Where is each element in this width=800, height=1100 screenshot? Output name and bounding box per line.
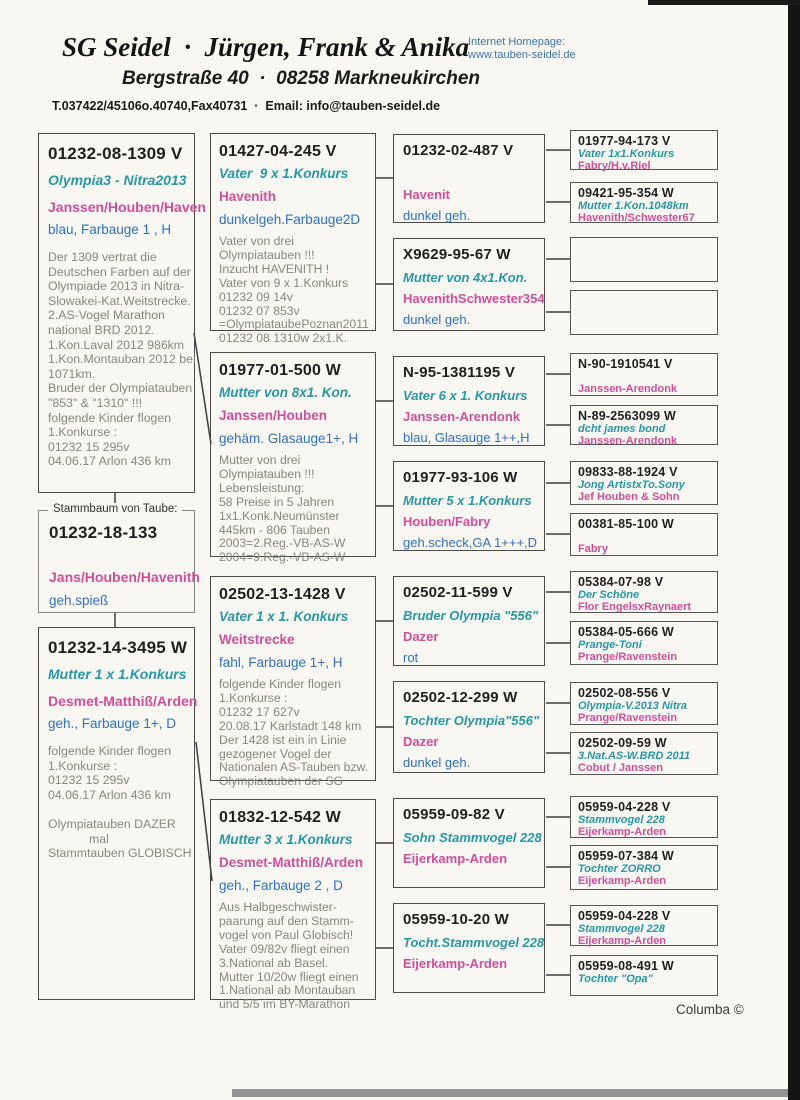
note-line: 1.National ab Montauban	[219, 983, 356, 998]
achievement-line: Mutter von 4x1.Kon.	[403, 270, 528, 285]
strain-line: Eijerkamp-Arden	[403, 956, 508, 971]
note-line: Bruder der Olympiatauben	[48, 381, 193, 396]
achievement-line	[578, 371, 710, 383]
achievement-line: Mutter 5 x 1.Konkurs	[403, 493, 532, 508]
strain-line: Janssen-Arendonk	[578, 435, 678, 447]
note-line: 01232 08 1310w 2x1.K.	[219, 331, 348, 346]
eye-line: fahl, Farbauge 1+, H	[219, 655, 343, 670]
achievement-line: Bruder Olympia "556"	[403, 608, 539, 623]
ring-number: 05959-04-228 V	[578, 800, 671, 814]
note-line: 1.Konkurse :	[48, 425, 118, 440]
pedigree-box-gen4-7	[570, 461, 718, 505]
note-line: 01232 07 853v	[219, 303, 300, 318]
strain-line: Eijerkamp-Arden	[578, 935, 667, 947]
ring-number: 01232-02-487 V	[403, 142, 514, 159]
note-line: 1.Konkurse :	[48, 758, 118, 773]
note-line: und 5/5 im BY-Marathon	[219, 997, 350, 1012]
note-line: vogel von Paul Globisch!	[219, 927, 354, 942]
note-line: Stammtauben GLOBISCH	[48, 846, 192, 861]
ring-number: 02502-11-599 V	[403, 584, 513, 601]
pedigree-box-gen4-5	[570, 353, 718, 396]
pedigree-box-gen3-4	[393, 461, 545, 551]
eye-line: gehäm. Glasauge1+, H	[219, 431, 359, 446]
pedigree-box-gen4-9	[570, 571, 718, 613]
pedigree-box-gen3-5	[393, 576, 545, 666]
note-line: folgende Kinder flogen	[219, 677, 341, 691]
pedigree-box-gen4-1	[570, 130, 718, 170]
note-line: 1.Kon.Laval 2012 986km	[48, 337, 185, 352]
achievement-line: Tochter ZORRO	[578, 863, 661, 875]
homepage-url[interactable]: www.tauben-seidel.de	[468, 49, 576, 61]
homepage-label: Internet Homepage:	[468, 36, 566, 48]
note-line: Olympiatauben DAZER	[48, 816, 176, 831]
eye-line: dunkel geh.	[403, 208, 471, 223]
note-line: Der 1428 ist ein in Linie	[219, 732, 347, 747]
notes-block	[48, 744, 192, 861]
pedigree-box-gen2-3	[210, 576, 376, 789]
pedigree-box-gen3-6	[393, 681, 545, 773]
ring-number: 02502-09-59 W	[578, 736, 667, 750]
note-line: 2.AS-Vogel Marathon	[48, 308, 165, 323]
strain-line: Weitstrecke	[219, 632, 295, 647]
notes-block	[219, 454, 367, 565]
strain-line: Fabry/H.v.Riel	[578, 160, 651, 172]
achievement-line: Vater 1x1.Konkurs	[578, 148, 675, 160]
strain-line: Jef Houben & Sohn	[578, 491, 680, 503]
note-line: Olympiatauben der SG	[219, 774, 343, 789]
notes-block	[219, 678, 367, 789]
pedigree-box-gen4-6	[570, 405, 718, 445]
note-line: Olympiatauben !!!	[219, 466, 315, 481]
strain-line: Dazer	[403, 734, 439, 749]
achievement-line: Olympia3 - Nitra2013	[48, 172, 187, 188]
note-line: Der 1309 vertrat die	[48, 250, 157, 264]
ring-number: 09421-95-354 W	[578, 186, 674, 200]
strain-line: Janssen/Houben	[219, 408, 328, 423]
ring-number: N-95-1381195 V	[403, 364, 516, 381]
note-line: folgende Kinder flogen	[48, 744, 172, 758]
eye-line: dunkel geh.	[403, 312, 471, 327]
note-line: Vater von 9 x 1.Konkurs	[219, 275, 349, 290]
ring-number: 05959-04-228 V	[578, 909, 671, 923]
note-line: Inzucht HAVENITH !	[219, 261, 330, 276]
strain-line: Dazer	[403, 629, 439, 644]
achievement-line: Vater 6 x 1. Konkurs	[403, 388, 528, 403]
note-line: 2004=9.Reg.-VB-AS-W	[219, 550, 346, 565]
ring-number: 01832-12-542 W	[219, 809, 341, 826]
pedigree-box-gen3-7	[393, 798, 545, 888]
note-line: =OlympiataubePoznan2011	[219, 317, 369, 332]
ring-number: 05959-09-82 V	[403, 806, 505, 823]
ring-number: 01977-93-106 W	[403, 469, 518, 486]
note-line: 04.06.17 Arlon 436 km	[48, 454, 172, 469]
note-line: 01232 09 14v	[219, 289, 293, 304]
strain-line: Jans/Houben/Havenith	[49, 569, 200, 585]
note-line: 1x1.Konk.Neumünster	[219, 508, 340, 523]
pedigree-box-gen1-3	[38, 627, 198, 1000]
achievement-line: Sohn Stammvogel 228	[403, 830, 542, 845]
note-line: 3.National ab Basel.	[219, 955, 329, 970]
pedigree-box-gen2-4	[210, 799, 376, 1012]
achievement-line	[403, 166, 535, 181]
strain-line: Prange/Ravenstein	[578, 712, 678, 724]
ring-number: 09833-88-1924 V	[578, 465, 678, 479]
achievement-line: Olympia-V.2013 Nitra	[578, 700, 688, 712]
eye-line: geh., Farbauge 2 , D	[219, 878, 343, 893]
pedigree-box-gen4-4	[570, 290, 718, 335]
notes-block	[219, 901, 367, 1012]
pedigree-box-gen4-2	[570, 182, 718, 223]
note-line: 2003=2.Reg.-VB-AS-W	[219, 536, 346, 551]
pedigree-box-gen3-1	[393, 134, 545, 223]
eye-line: rot	[403, 650, 419, 665]
achievement-line: Mutter von 8x1. Kon.	[219, 385, 352, 400]
achievement-line: Der Schöne	[578, 589, 640, 601]
strain-line: Eijerkamp-Arden	[578, 875, 667, 887]
scan-edge-top	[648, 0, 800, 5]
eye-line: geh.scheck,GA 1+++,D	[403, 535, 538, 550]
pedigree-box-gen4-15	[570, 905, 718, 946]
note-line: Slowakei-Kat.Weitstrecke.	[48, 293, 191, 308]
eye-line: geh., Farbauge 1+, D	[48, 716, 176, 731]
scan-edge-right	[788, 0, 800, 1100]
credit-line: Columba ©	[676, 1002, 744, 1017]
strain-line: HavenithSchwester354	[403, 291, 545, 306]
strain-line: Fabry	[578, 543, 608, 555]
strain-line: Janssen/Houben/Haven	[48, 199, 206, 215]
eye-line: dunkelgeh.Farbauge2D	[219, 212, 361, 227]
ring-number: N-89-2563099 W	[578, 409, 676, 423]
strain-line: Desmet-Matthiß/Arden	[219, 855, 364, 870]
eye-line: dunkel geh.	[403, 755, 471, 770]
ring-number: 02502-13-1428 V	[219, 586, 346, 603]
strain-line: Janssen-Arendonk	[578, 383, 678, 395]
note-line	[48, 802, 185, 817]
notes-block	[48, 250, 196, 469]
note-line: 1071km.	[48, 366, 96, 381]
pedigree-box-gen2-1	[210, 133, 376, 346]
contact-line: T.037422/45106o.40740,Fax40731 · Email: info@tauben-seidel.de	[52, 99, 441, 113]
eye-line: geh.spieß	[49, 593, 109, 608]
strain-line: Havenit	[403, 187, 450, 202]
ring-number: 05384-05-666 W	[578, 625, 674, 639]
pedigree-box-gen2-2	[210, 352, 376, 565]
strain-line: Havenith	[219, 189, 277, 204]
ring-number: 05959-07-384 W	[578, 849, 674, 863]
achievement-line: dcht james bond	[578, 423, 666, 435]
eye-line: blau, Glasauge 1++,H	[403, 430, 530, 445]
ring-number: 05959-10-20 W	[403, 911, 509, 928]
pedigree-box-gen4-10	[570, 621, 718, 665]
note-line: Olympiade 2013 in Nitra-	[48, 279, 185, 294]
note-line: Lebensleistung:	[219, 480, 305, 495]
ring-number: 01427-04-245 V	[219, 143, 337, 160]
pedigree-box-gen3-3	[393, 356, 545, 446]
pedigree-box-gen4-8	[570, 513, 718, 556]
note-line: Mutter von drei	[219, 453, 301, 467]
notes-block	[219, 235, 367, 346]
note-line: Vater 09/82v fliegt einen	[219, 941, 350, 956]
ring-number: 05384-07-98 V	[578, 575, 664, 589]
ring-number: 02502-12-299 W	[403, 689, 518, 706]
achievement-line: Tochter Olympia"556"	[403, 713, 540, 728]
strain-line: Prange/Ravenstein	[578, 651, 678, 663]
pedigree-box-gen4-16	[570, 955, 718, 996]
note-line: Olympiatauben !!!	[219, 247, 315, 262]
note-line: "853" & "1310" !!!	[48, 395, 143, 410]
note-line: Deutschen Farben auf der	[48, 264, 191, 279]
achievement-line: Stammvogel 228	[578, 923, 665, 935]
note-line: mal	[48, 831, 109, 846]
ring-number: 01977-94-173 V	[578, 134, 671, 148]
achievement-line: Vater 9 x 1.Konkurs	[219, 166, 349, 181]
pedigree-box-gen1-1	[38, 133, 206, 493]
pedigree-box-gen4-14	[570, 845, 718, 890]
achievement-line: Mutter 1 x 1.Konkurs	[48, 666, 187, 682]
pedigree-box-gen3-2	[393, 238, 545, 331]
strain-line: Janssen-Arendonk	[403, 409, 521, 424]
achievement-line	[578, 531, 710, 543]
strain-line: Eijerkamp-Arden	[578, 826, 667, 838]
scan-edge-bottom	[232, 1089, 788, 1097]
note-line: 20.08.17 Karlstadt 148 km	[219, 718, 362, 733]
strain-line: Houben/Fabry	[403, 514, 491, 529]
note-line: Mutter 10/20w fliegt einen	[219, 969, 359, 984]
ring-number: 00381-85-100 W	[578, 517, 674, 531]
pedigree-box-gen3-8	[393, 903, 545, 993]
ring-number: 01232-18-133	[49, 523, 158, 542]
pedigree-box-gen4-13	[570, 796, 718, 838]
ring-number: X9629-95-67 W	[403, 246, 511, 263]
note-line: 01232 15 295v	[48, 439, 130, 454]
strain-line: Flor EngelsxRaynaert	[578, 601, 692, 613]
note-line: 445km - 806 Tauben	[219, 522, 330, 537]
note-line: 04.06.17 Arlon 436 km	[48, 787, 172, 802]
strain-line: Desmet-Matthiß/Arden	[48, 693, 198, 709]
ring-number: 01232-08-1309 V	[48, 144, 183, 163]
achievement-line: Prange-Toni	[578, 639, 642, 651]
note-line: 1.Konkurse :	[219, 690, 288, 705]
achievement-line: Mutter 3 x 1.Konkurs	[219, 832, 353, 847]
eye-line: blau, Farbauge 1 , H	[48, 222, 172, 237]
note-line: national BRD 2012.	[48, 322, 155, 337]
strain-line: Cobut / Janssen	[578, 762, 663, 774]
note-line: 58 Preise in 5 Jahren	[219, 494, 335, 509]
strain-line: Eijerkamp-Arden	[403, 851, 508, 866]
note-line: 1.Kon.Montauban 2012 bei	[48, 352, 196, 367]
note-line: paarung auf den Stamm-	[219, 913, 354, 928]
achievement-line: Vater 1 x 1. Konkurs	[219, 609, 349, 624]
note-line: Nationalen AS-Tauben bzw.	[219, 760, 369, 775]
note-line: Vater von drei	[219, 234, 294, 248]
achievement-line: Stammvogel 228	[578, 814, 665, 826]
pedigree-box-gen4-3	[570, 237, 718, 282]
note-line: Aus Halbgeschwister-	[219, 900, 337, 914]
strain-line: Havenith/Schwester67	[578, 212, 695, 224]
achievement-line: Tocht.Stammvogel 228	[403, 935, 545, 950]
subject-label: Stammbaum von Taube:	[48, 503, 182, 515]
achievement-line: 3.Nat.AS-W.BRD 2011	[578, 750, 691, 762]
loft-name: SG Seidel · Jürgen, Frank & Anika	[62, 32, 470, 62]
achievement-line: Tochter "Opa"	[578, 973, 653, 985]
ring-number: 01977-01-500 W	[219, 362, 341, 379]
pedigree-box-gen4-11	[570, 682, 718, 725]
ring-number: N-90-1910541 V	[578, 357, 673, 371]
note-line: gezogener Vogel der	[219, 746, 332, 761]
ring-number: 02502-08-556 V	[578, 686, 671, 700]
achievement-line: Jong ArtistxTo.Sony	[578, 479, 685, 491]
ring-number: 05959-08-491 W	[578, 959, 674, 973]
note-line: 01232 15 295v	[48, 773, 130, 788]
note-line: 01232 17 627v	[219, 704, 300, 719]
note-line: folgende Kinder flogen	[48, 410, 172, 425]
ring-number: 01232-14-3495 W	[48, 638, 188, 657]
address-line: Bergstraße 40 · 08258 Markneukirchen	[122, 68, 481, 89]
pedigree-box-gen4-12	[570, 732, 718, 775]
achievement-line: Mutter 1.Kon.1048km	[578, 200, 689, 212]
pedigree-box-gen1-2	[38, 503, 200, 613]
